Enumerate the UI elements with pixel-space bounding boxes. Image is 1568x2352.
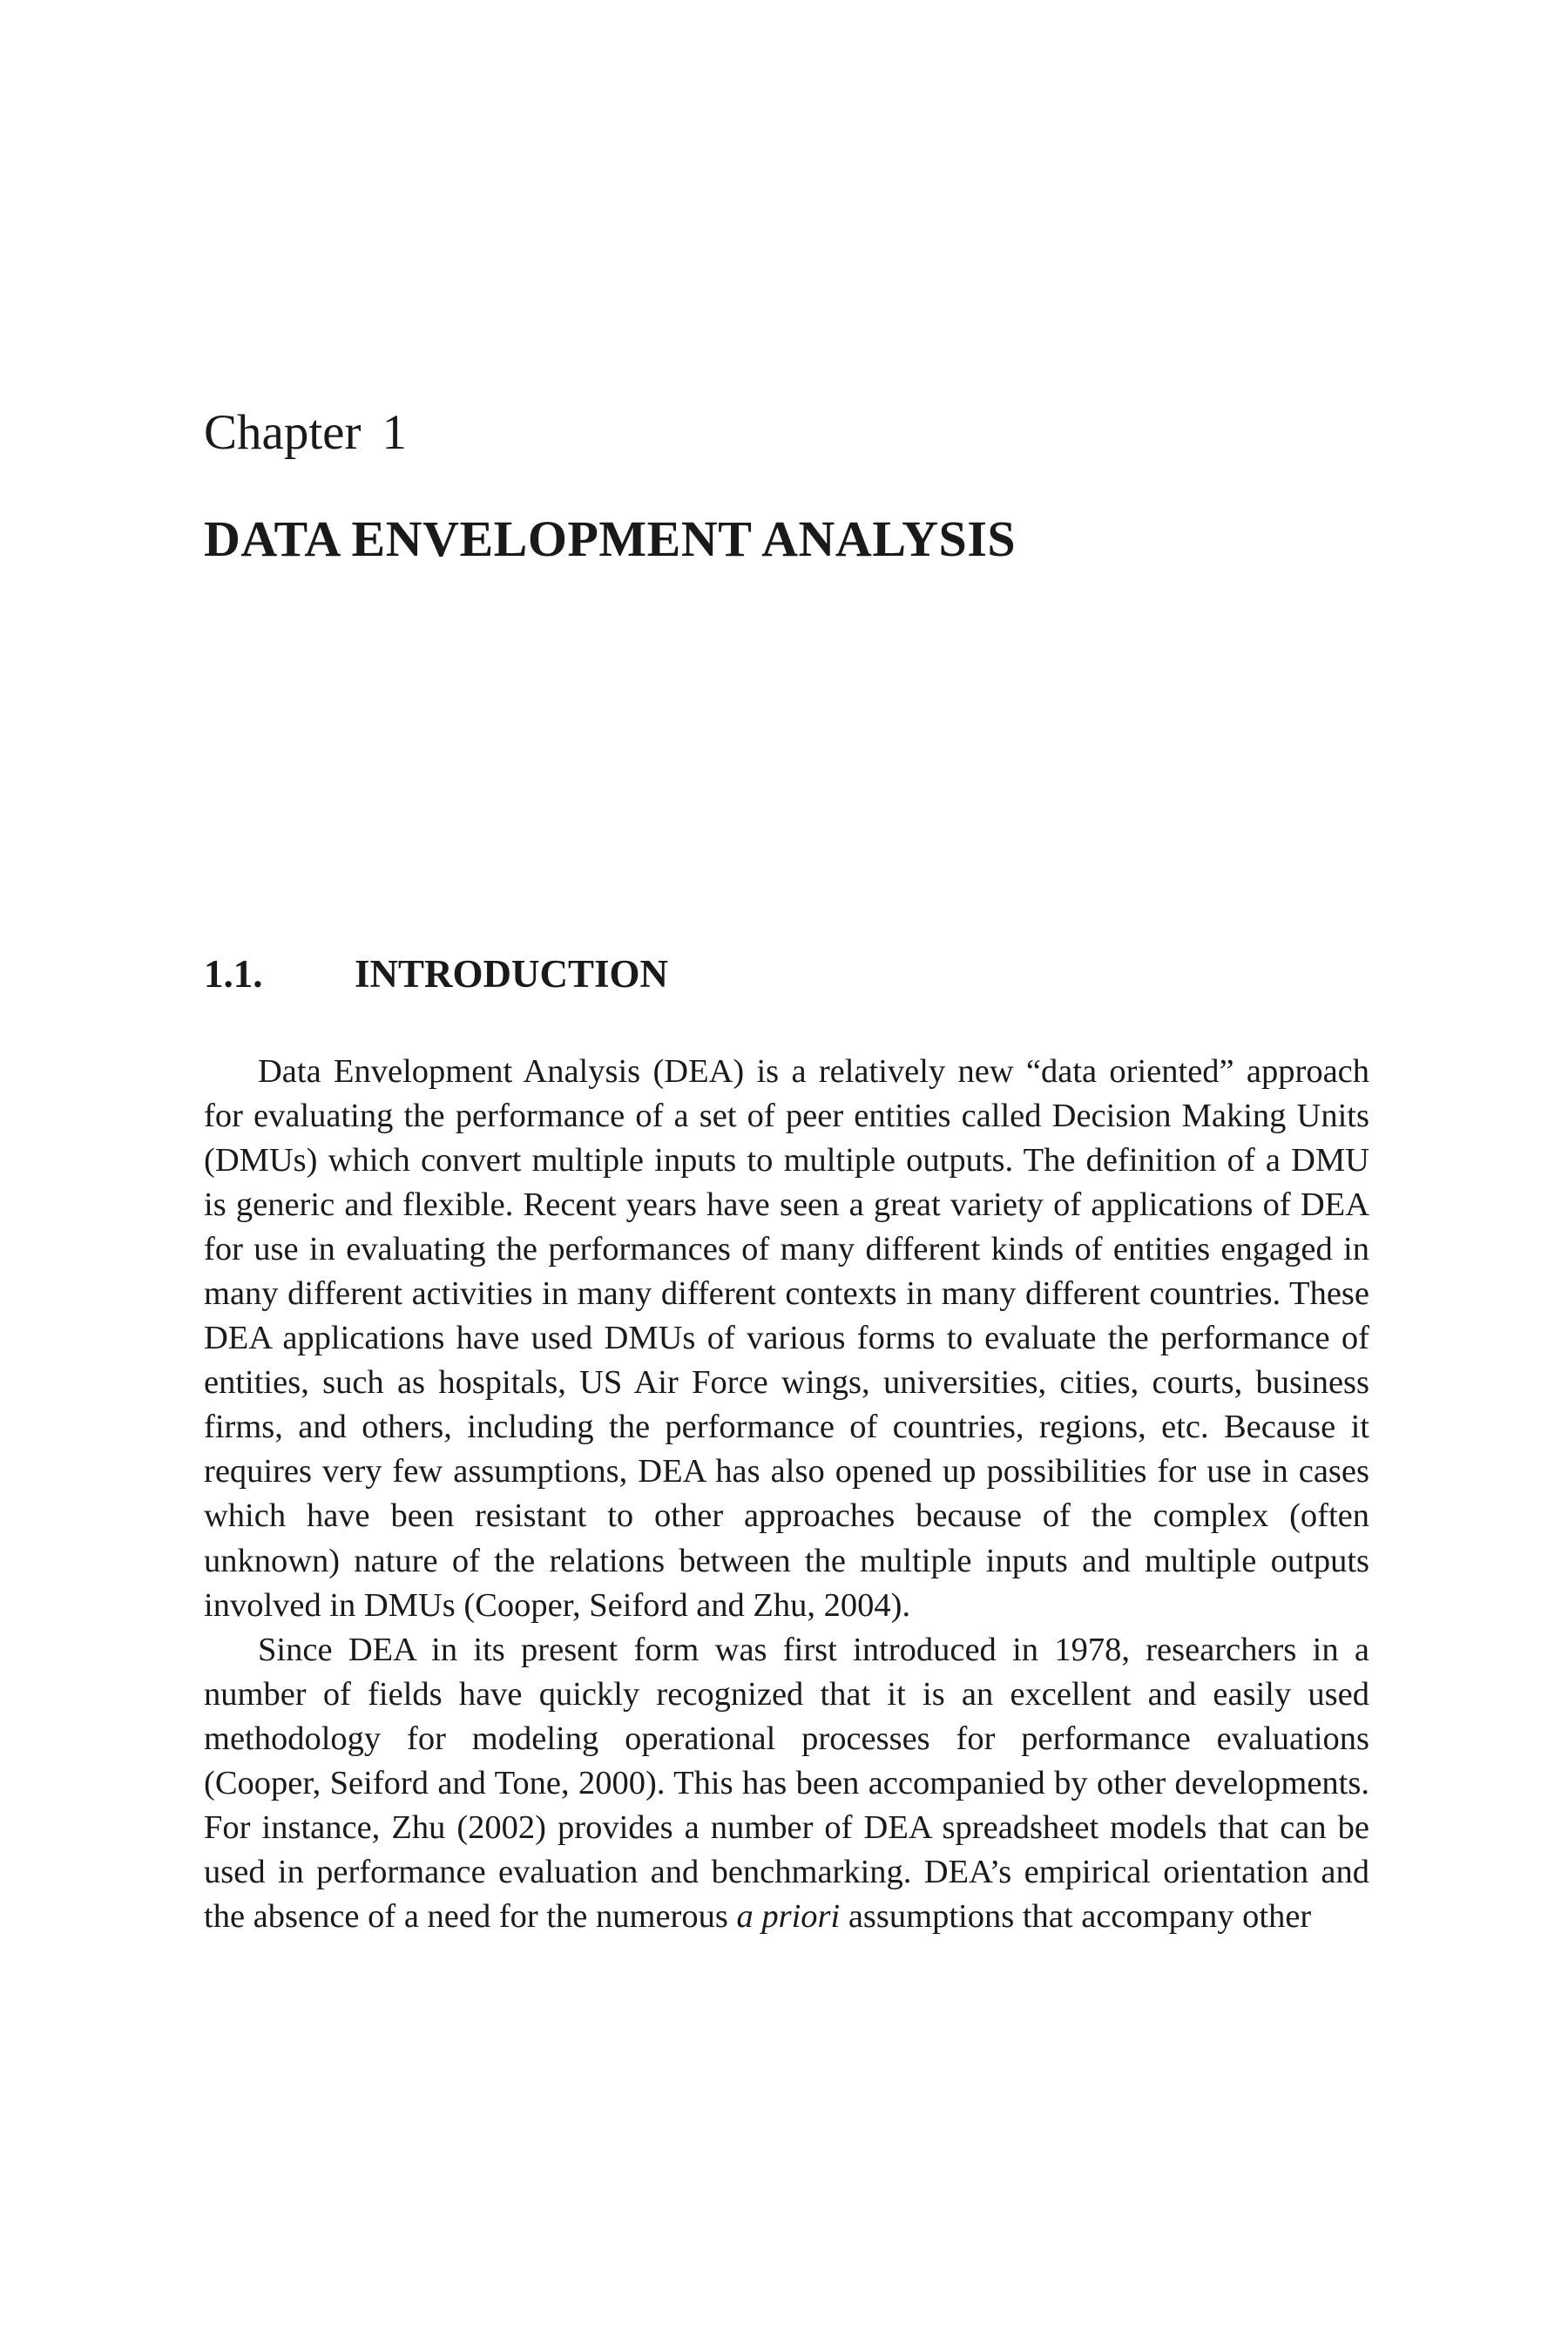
chapter-word: Chapter bbox=[204, 405, 362, 460]
section-heading bbox=[204, 952, 669, 996]
body-text bbox=[204, 1050, 1369, 1939]
paragraph-1: Data Envelopment Analysis (DEA) is a relatively new “data oriented” approach for evaluating the performance of a set of peer entities called Decision Making Units (DMUs) which convert multiple inputs to multiple outputs. The definition of a DMU is generic and flexible. Recent years have seen a great variety of applications of DEA for use in evaluating the performances of many different kinds of entities engaged in many different activities in many different contexts in many different countries. These DEA applications have used DMUs of various forms to evaluate the performance of entities, such as hospitals, US Air Force wings, universities, cities, courts, business firms, and others, including the performance of countries, regions, etc. Because it requires very few assumptions, DEA has also opened up possibilities for use in cases which have been resistant to other approaches because of the complex (often unknown) nature of the relations between the multiple inputs and multiple outputs involved in DMUs (Cooper, Seiford and Zhu, 2004). bbox=[204, 1053, 1369, 1624]
section-title: INTRODUCTION bbox=[355, 952, 669, 996]
chapter-label bbox=[204, 405, 407, 460]
paragraph-2-italic-term: a priori bbox=[736, 1897, 841, 1935]
chapter-title: DATA ENVELOPMENT ANALYSIS bbox=[204, 510, 1017, 567]
paragraph-2-text-start: Since DEA in its present form was first introduced in 1978, researchers in a number of fields have quickly recognized that it is an excellent and easily used methodology for modeling operational processes for performance evaluations (Cooper, Seiford and Tone, 2000). This has been accompanied by other developments. For instance, Zhu (2002) provides a number of DEA spreadsheet models that can be used in performance evaluation and benchmarking. DEA’s empirical orientation and the absence of a need for the numerous bbox=[204, 1631, 1369, 1935]
paragraph-2 bbox=[204, 1628, 1369, 1939]
section-number: 1.1. bbox=[204, 952, 263, 996]
chapter-number: 1 bbox=[382, 405, 407, 460]
paragraph-2-text-end: assumptions that accompany other bbox=[840, 1897, 1312, 1935]
